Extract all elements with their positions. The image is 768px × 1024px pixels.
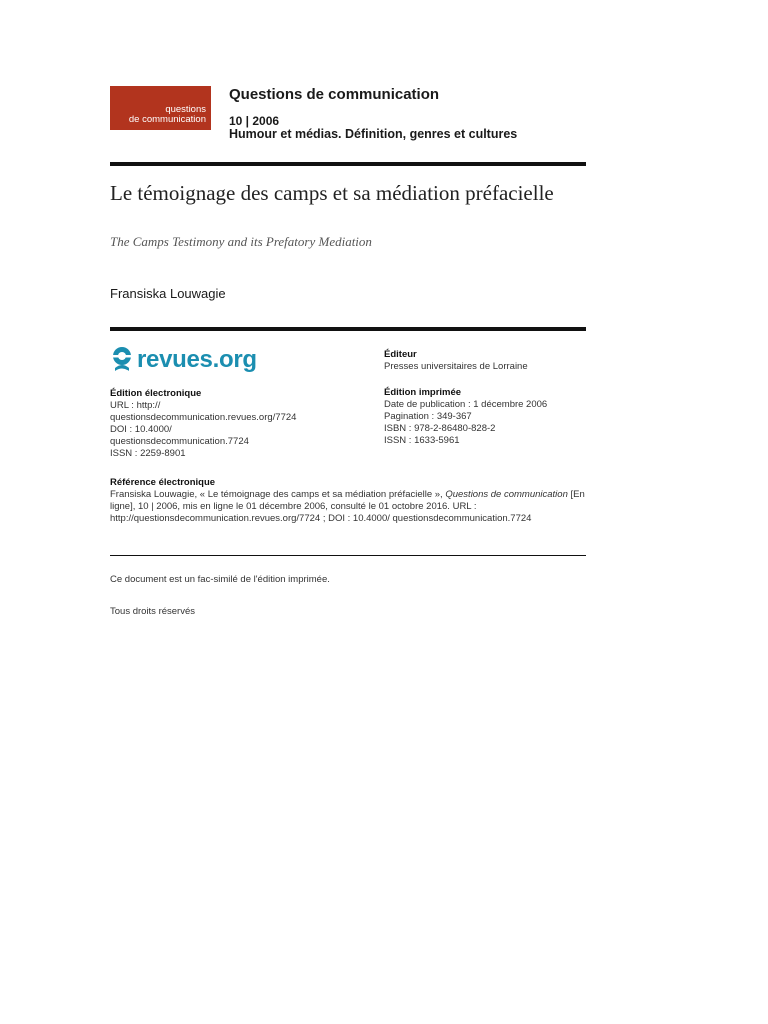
article-author: Fransiska Louwagie	[110, 286, 226, 301]
rights-notice: Tous droits réservés	[110, 606, 196, 617]
edition-electronique-doi-label: DOI : 10.4000/	[110, 424, 172, 435]
editeur-name: Presses universitaires de Lorraine	[384, 361, 528, 372]
publication-date: Date de publication : 1 décembre 2006	[384, 399, 548, 410]
issn-print: ISSN : 1633-5961	[384, 435, 460, 446]
journal-title: Questions de communication	[229, 86, 440, 103]
reference-part-2: [En ligne], 10 | 2006, mis en ligne le 01 décembre 2006, consulté le 01 octobre 2016. URL : http://questionsdecommunication.revues.org/7724 ; DOI : 10.4000/ questionsdecommunication.7724	[110, 489, 585, 524]
issue-theme: Humour et médias. Définition, genres et cultures	[229, 127, 518, 141]
revues-logo[interactable]	[110, 346, 257, 374]
reference-journal: Questions de communication	[445, 489, 568, 500]
editeur-heading: Éditeur	[384, 349, 417, 360]
edition-electronique-doi: questionsdecommunication.7724	[110, 436, 249, 447]
footer-divider	[110, 555, 586, 556]
reference-heading: Référence électronique	[110, 477, 216, 488]
edition-electronique-url-label: URL : http://	[110, 400, 161, 411]
reference-citation	[110, 489, 586, 525]
issue-number: 10 | 2006	[229, 114, 280, 128]
isbn: ISBN : 978-2-86480-828-2	[384, 423, 496, 434]
metadata-divider	[110, 327, 586, 331]
header-divider	[110, 162, 586, 166]
journal-logo	[110, 86, 211, 130]
edition-imprimee	[384, 387, 547, 447]
revues-person-icon	[110, 346, 134, 374]
edition-electronique-issn: ISSN : 2259-8901	[110, 448, 186, 459]
edition-imprimee-heading: Édition imprimée	[384, 387, 462, 398]
article-subtitle: The Camps Testimony and its Prefatory Mediation	[110, 234, 372, 249]
reference-part-1: Fransiska Louwagie, « Le témoignage des camps et sa médiation préfacielle »,	[110, 489, 446, 500]
reference-electronique	[110, 477, 586, 525]
editeur	[384, 349, 528, 373]
pagination: Pagination : 349-367	[384, 411, 472, 422]
article-title: Le témoignage des camps et sa médiation préfacielle	[110, 181, 554, 205]
logo-line-1: questions	[165, 104, 206, 115]
edition-electronique-url[interactable]: questionsdecommunication.revues.org/7724	[110, 412, 297, 423]
edition-electronique	[110, 388, 296, 460]
edition-electronique-heading: Édition électronique	[110, 388, 202, 399]
facsimile-notice: Ce document est un fac-similé de l'édition imprimée.	[110, 574, 330, 585]
revues-logo-text: revues.org	[137, 346, 257, 373]
logo-line-2: de communication	[128, 114, 206, 125]
